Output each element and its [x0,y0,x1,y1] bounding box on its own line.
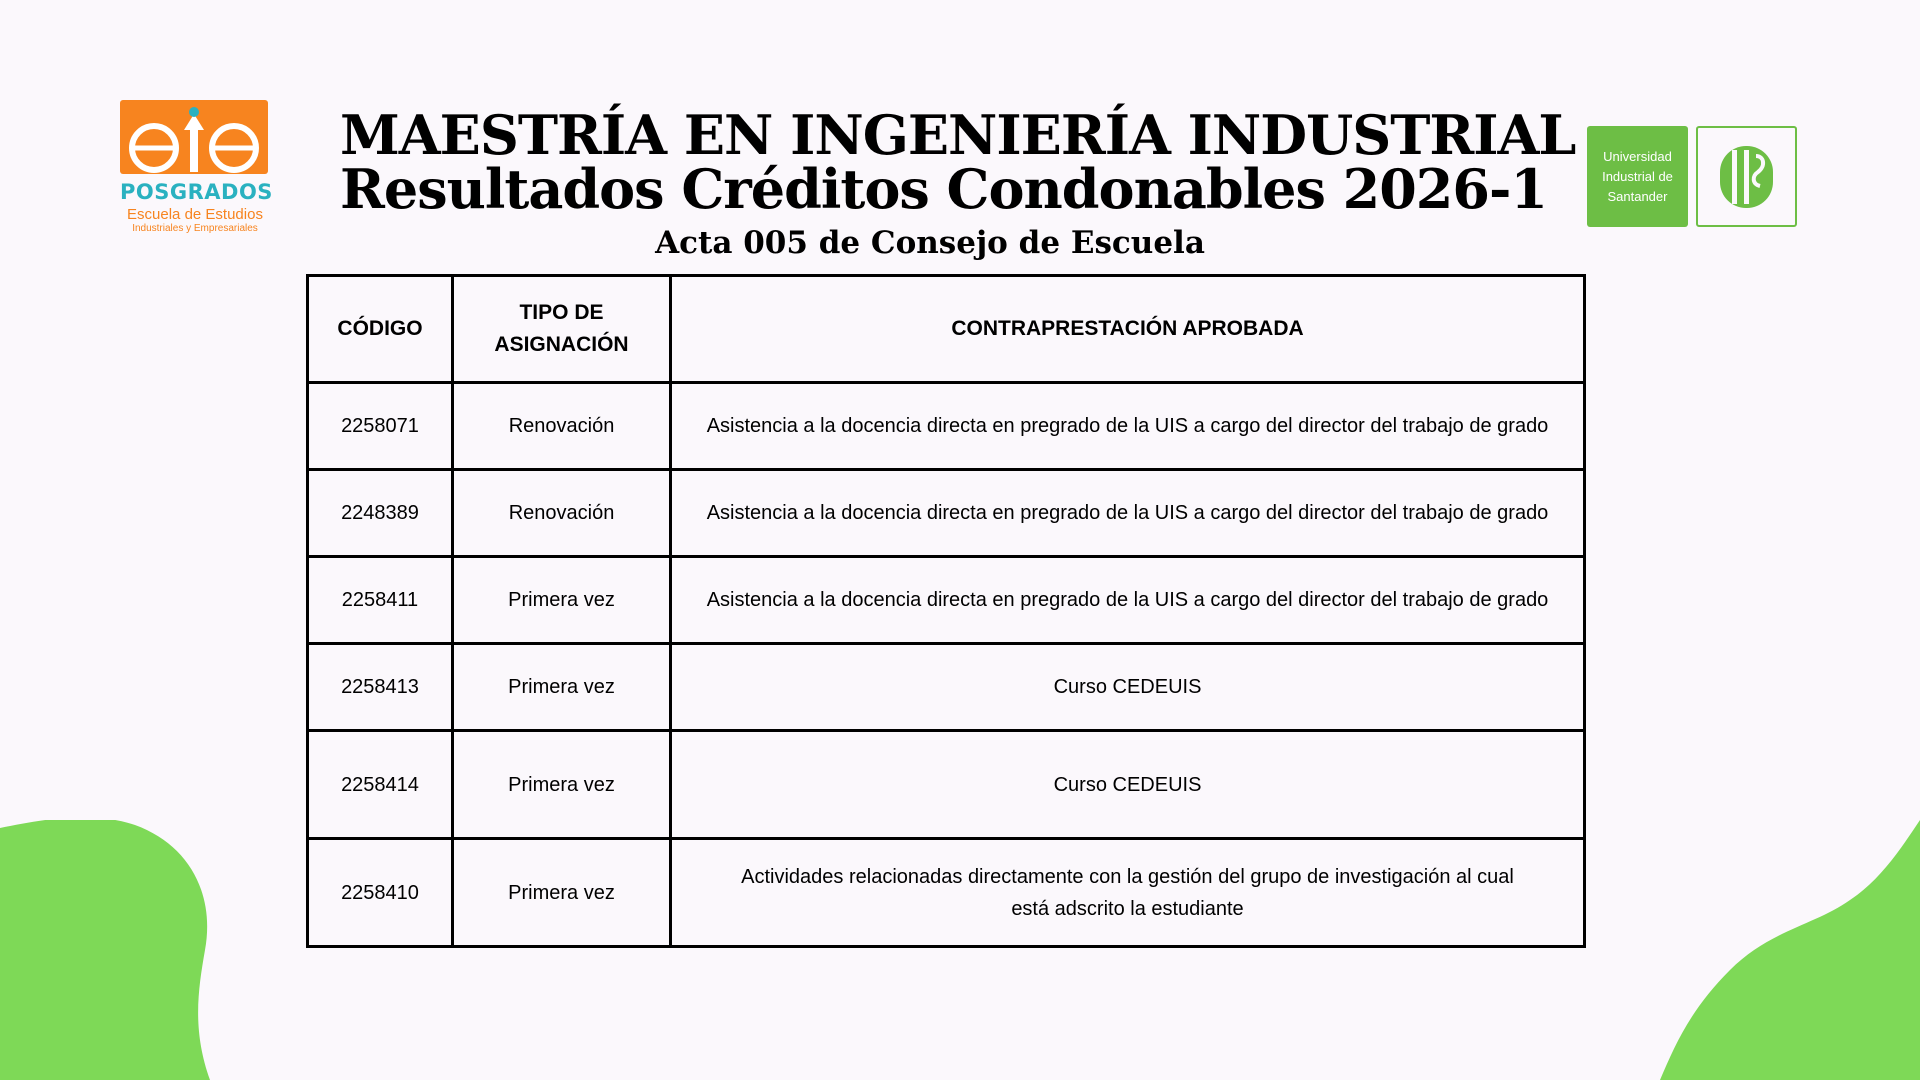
eie-posgrados-logo [120,100,273,240]
cell-codigo: 2258071 [308,383,453,470]
cell-tipo: Renovación [453,470,671,557]
uis-logo-line3: Santander [1607,188,1668,204]
table-row [308,731,1585,839]
cell-tipo: Primera vez [453,644,671,731]
uis-logo-line2: Industrial de [1602,168,1673,184]
cell-contraprestacion: Asistencia a la docencia directa en pregrado de la UIS a cargo del director del trabajo de grado [671,383,1585,470]
header-codigo: CÓDIGO [308,276,453,383]
cell-contraprestacion: Asistencia a la docencia directa en pregrado de la UIS a cargo del director del trabajo de grado [671,470,1585,557]
page-subtitle-main: Resultados Créditos Condonables 2026-1 [340,157,1547,221]
header-tipo-asignacion: TIPO DE ASIGNACIÓN [453,276,671,383]
table-row [308,839,1585,947]
decorative-blob-right [1600,820,1920,1080]
cell-codigo: 2258411 [308,557,453,644]
eie-logo-mark [120,100,268,174]
page-header [340,103,1576,221]
acta-subtitle: Acta 005 de Consejo de Escuela [655,225,1205,261]
uis-logo [1587,126,1799,228]
cell-tipo: Primera vez [453,557,671,644]
table-header-row [308,276,1585,383]
eie-logo-line1: Escuela de Estudios [127,206,263,223]
cell-tipo: Renovación [453,383,671,470]
cell-contraprestacion: Curso CEDEUIS [671,644,1585,731]
uis-logo-line1: Universidad [1603,148,1672,164]
eie-logo-name: POSGRADOS [120,180,273,204]
uis-logo-text-box [1587,126,1688,227]
results-table [306,274,1586,948]
eie-logo-line2: Industriales y Empresariales [132,223,258,234]
header-contraprestacion: CONTRAPRESTACIÓN APROBADA [671,276,1585,383]
cell-codigo: 2248389 [308,470,453,557]
table-row [308,557,1585,644]
uis-mark-icon [1698,128,1795,225]
eie-logo-box [120,100,268,174]
cell-codigo: 2258414 [308,731,453,839]
cell-contraprestacion: Curso CEDEUIS [671,731,1585,839]
cell-tipo: Primera vez [453,839,671,947]
table-row [308,383,1585,470]
cell-contraprestacion: Asistencia a la docencia directa en pregrado de la UIS a cargo del director del trabajo de grado [671,557,1585,644]
uis-logo-mark-box [1696,126,1797,227]
decorative-blob-left [0,820,260,1080]
table-row [308,470,1585,557]
cell-tipo: Primera vez [453,731,671,839]
cell-contraprestacion: Actividades relacionadas directamente con la gestión del grupo de investigación al cual está adscrito la estudiante [671,839,1585,947]
page-title: MAESTRÍA EN INGENIERÍA INDUSTRIAL [340,103,1576,167]
cell-codigo: 2258413 [308,644,453,731]
cell-codigo: 2258410 [308,839,453,947]
table-row [308,644,1585,731]
